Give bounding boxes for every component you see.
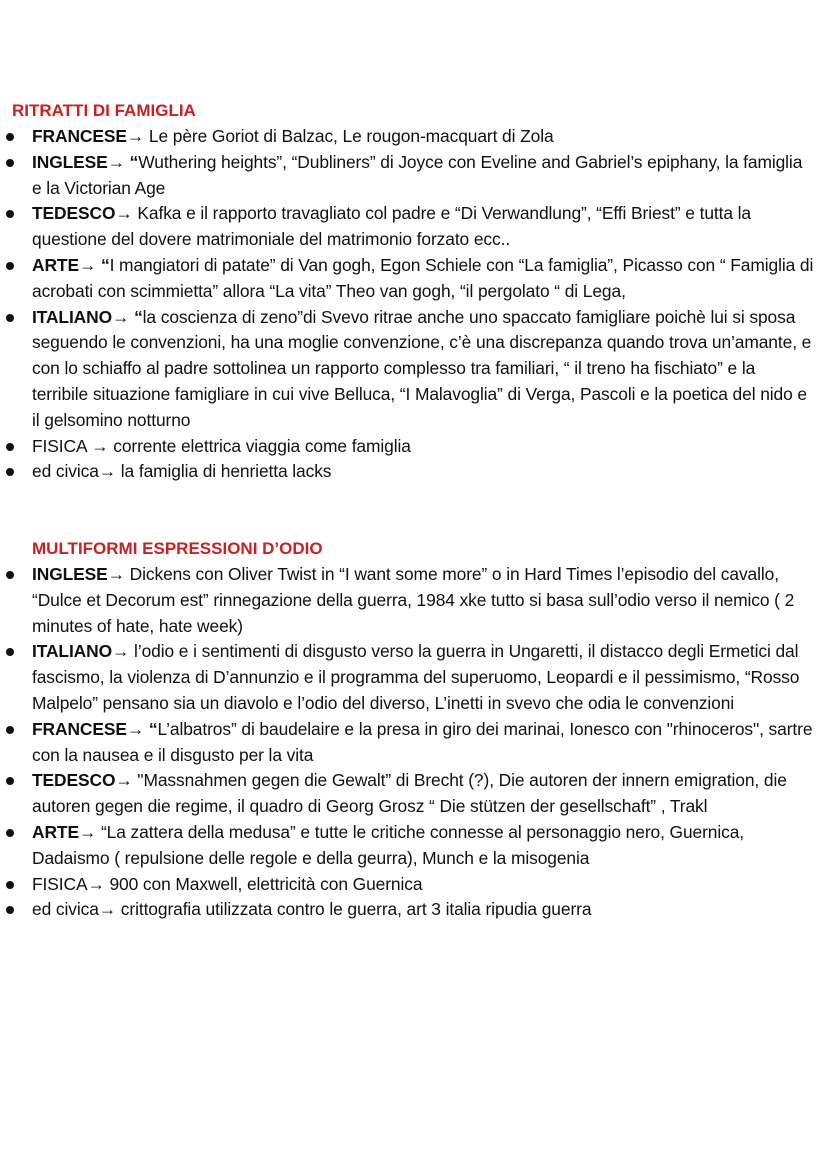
- arrow-glyph: →: [115, 203, 133, 224]
- item-text: “La zattera della medusa” e tutte le critiche connesse al personaggio nero, Guernica, Dadaismo ( repulsione delle regole e della geurra), Munch e la misogenia: [32, 821, 745, 868]
- item-text: FISICA→ 900 con Maxwell, elettricità con Guernica: [32, 873, 423, 894]
- open-quote: “: [134, 306, 143, 327]
- list-item-ed-civica: [0, 897, 828, 923]
- subject-label: FRANCESE: [32, 126, 127, 146]
- item-text: Kafka e il rapporto travagliato col padre e “Di Verwandlung”, “Effi Briest” e tutta la questione del dovere matrimoniale del matrimonio forzato ecc..: [32, 203, 751, 250]
- list-item-inglese: [0, 150, 828, 202]
- bullet-icon: [6, 726, 14, 734]
- section-ritratti-di-famiglia: [0, 99, 828, 485]
- open-quote: “: [129, 151, 139, 172]
- subject-label: TEDESCO: [32, 203, 116, 224]
- section-multiformi-espressioni-dodio: [0, 537, 828, 923]
- item-text: Dickens con Oliver Twist in “I want some more” o in Hard Times l’episodio del cavallo, “Dulce et Decorum est” rinnegazione della guerra, 1984 xke tutto si basa sull’odio verso il nemico ( 2 minutes of hate, hate week): [32, 564, 795, 636]
- bullet-icon: [6, 777, 14, 785]
- bullet-icon: [6, 648, 14, 656]
- subject-label: INGLESE: [32, 151, 108, 172]
- subject-label: TEDESCO: [32, 770, 116, 791]
- arrow-glyph: →: [78, 254, 101, 275]
- list-item-fisica: [0, 872, 828, 898]
- bullet-icon: [6, 133, 14, 141]
- bullet-icon: [6, 468, 14, 476]
- bullet-icon: [6, 159, 14, 167]
- item-text: L’albatros” di baudelaire e la presa in giro dei marinai, Ionesco con "rhinoceros", sartre con la nausea e il disgusto per la vita: [32, 718, 813, 765]
- arrow-glyph: →: [78, 821, 97, 842]
- item-text: I mangiatori di patate” di Van gogh, Egon Schiele con “La famiglia”, Picasso con “ Famiglia di acrobati con scimmietta” allora “La vita” Theo van gogh, “il pergolato “ di Lega,: [32, 254, 814, 301]
- subject-label: ARTE: [32, 821, 79, 842]
- arrow-glyph: →: [126, 126, 145, 146]
- open-quote: “: [148, 718, 158, 739]
- bullet-icon: [6, 210, 14, 218]
- arrow-glyph: →: [115, 770, 133, 791]
- bullet-icon: [6, 906, 14, 914]
- list-item-fisica: [0, 434, 828, 460]
- item-text: FISICA → corrente elettrica viaggia come famiglia: [32, 435, 411, 456]
- list-item-francese: [0, 124, 828, 150]
- item-text: "Massnahmen gegen die Gewalt” di Brecht (?), Die autoren der innern emigration, die autoren gegen die regime, il quadro di Georg Grosz “ Die stützen der gesellschaft” , Trakl: [32, 770, 787, 817]
- item-text: la coscienza di zeno”di Svevo ritrae anche uno spaccato famigliare poichè lui si sposa seguendo le convenzioni, ha una moglie convenzione, c’è una discrepanza quando trova un’amante, e con lo schiaffo al padre sottolinea un rapporto complesso tra familiari, “ il treno ha fischiato” e la terribile situazione famigliare in cui vive Belluca, “I Malavoglia” di Verga, Pascoli e la poetica del nido e il gelsomino notturno: [32, 306, 812, 430]
- subject-label: FRANCESE: [32, 718, 127, 739]
- arrow-glyph: →: [107, 151, 130, 172]
- subject-label: ITALIANO: [32, 641, 113, 662]
- list-item-francese: [0, 717, 828, 769]
- item-text: Le père Goriot di Balzac, Le rougon-macquart di Zola: [144, 126, 554, 146]
- bullet-icon: [6, 571, 14, 579]
- list-item-italiano: [0, 639, 828, 716]
- arrow-glyph: →: [112, 306, 135, 327]
- arrow-glyph: →: [126, 718, 149, 739]
- open-quote: “: [100, 254, 110, 275]
- list-item-tedesco: [0, 768, 828, 820]
- list-item-inglese: [0, 562, 828, 639]
- list-item-tedesco: [0, 201, 828, 253]
- item-text: Wuthering heights”, “Dubliners” di Joyce con Eveline and Gabriel’s epiphany, la famiglia e la Victorian Age: [32, 151, 803, 198]
- item-text: ed civica→ la famiglia di henrietta lacks: [32, 461, 332, 482]
- topic-list: [0, 562, 828, 923]
- arrow-glyph: →: [112, 641, 130, 662]
- arrow-glyph: →: [107, 564, 125, 584]
- bullet-icon: [6, 881, 14, 889]
- list-item-ed-civica: [0, 459, 828, 485]
- bullet-icon: [6, 829, 14, 837]
- list-item-arte: [0, 253, 828, 305]
- item-text: l’odio e i sentimenti di disgusto verso la guerra in Ungaretti, il distacco degli Ermetici dal fascismo, la violenza di D’annunzio e il programma del superuomo, Leopardi e il pessimismo, “Rosso Malpelo” pensano sia un diavolo e l’odio del diverso, L’inetti in svevo che odia le convenzioni: [32, 641, 800, 713]
- list-item-italiano: [0, 305, 828, 434]
- bullet-icon: [6, 262, 14, 270]
- section-heading: RITRATTI DI FAMIGLIA: [12, 101, 196, 120]
- subject-label: ITALIANO: [32, 306, 113, 327]
- bullet-icon: [6, 314, 14, 322]
- topic-list: [0, 124, 828, 485]
- list-item-arte: [0, 820, 828, 872]
- bullet-icon: [6, 443, 14, 451]
- subject-label: ARTE: [32, 254, 79, 275]
- subject-label: INGLESE: [32, 564, 108, 584]
- section-heading: MULTIFORMI ESPRESSIONI D’ODIO: [32, 539, 323, 558]
- item-text: ed civica→ crittografia utilizzata contro le guerra, art 3 italia ripudia guerra: [32, 899, 592, 920]
